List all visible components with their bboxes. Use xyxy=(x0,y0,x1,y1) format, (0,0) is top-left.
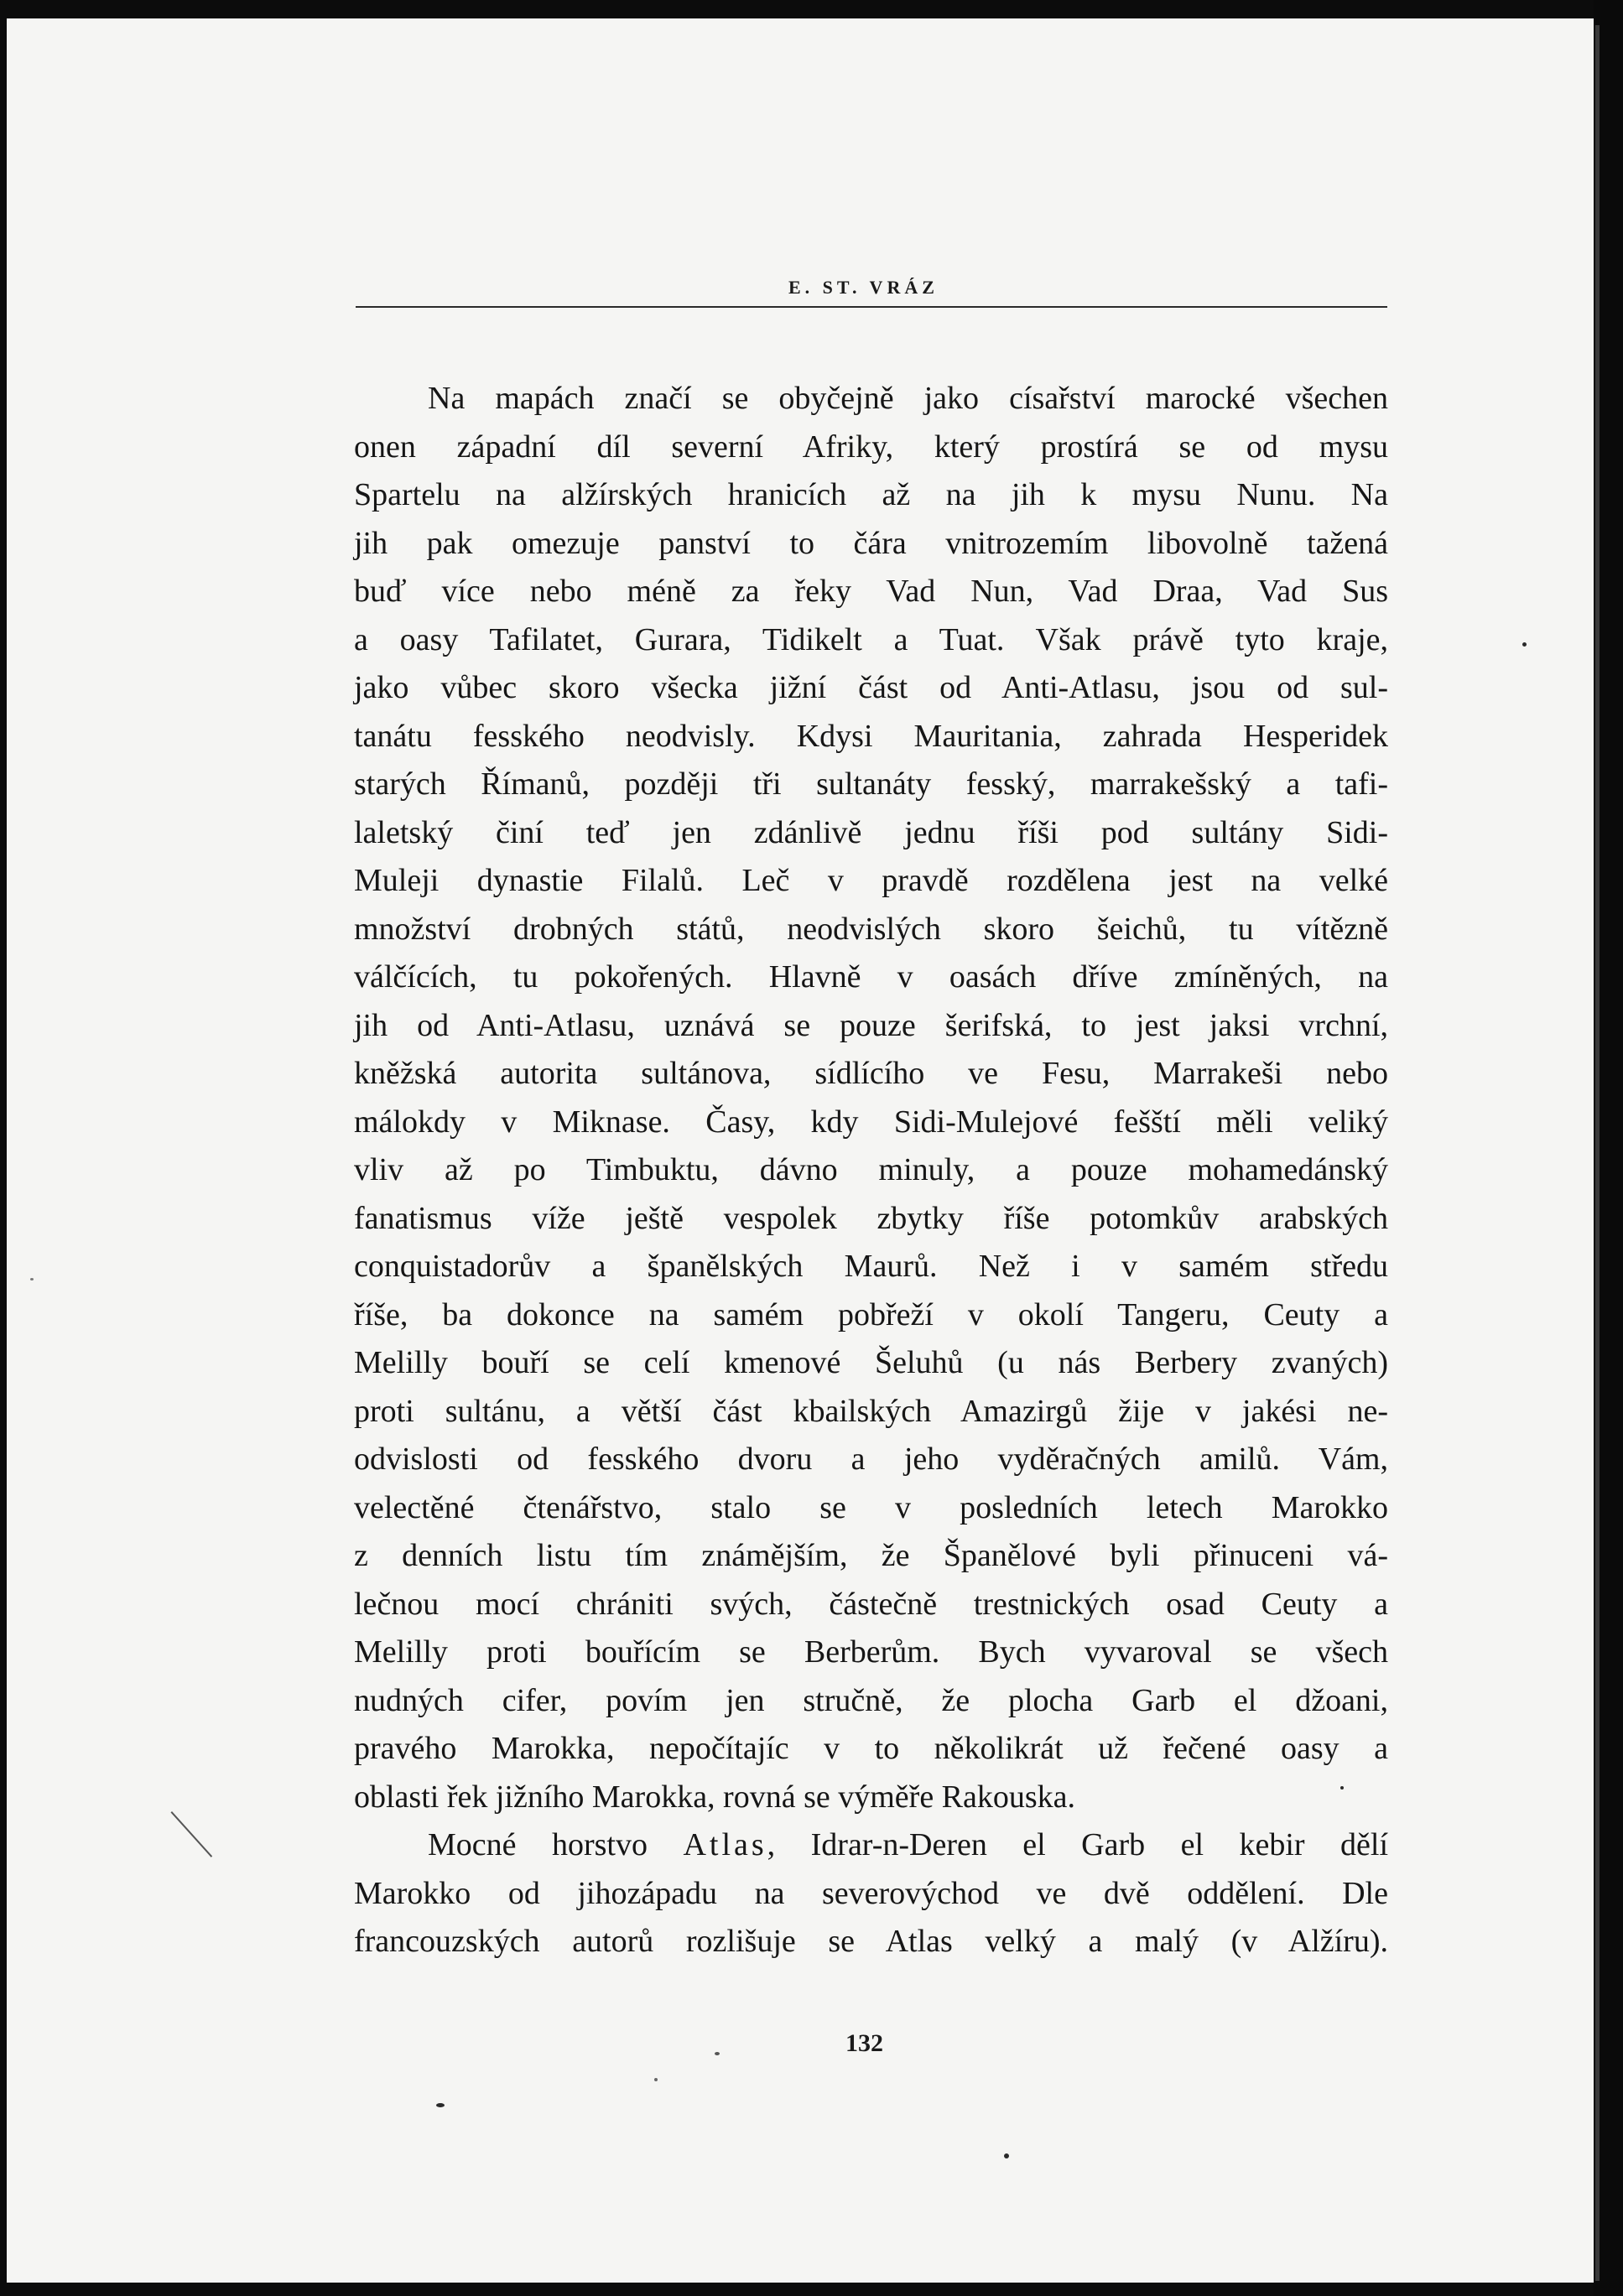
text-line: množství drobných států, neodvislých skoro šeichů, tu vítězně xyxy=(354,912,1388,947)
text-line: kněžská autorita sultánova, sídlícího ve Fesu, Marrakeši nebo xyxy=(354,1056,1388,1091)
text-line: francouzských autorů rozlišuje se Atlas velký a malý (v Alžíru). xyxy=(354,1924,1388,1959)
text-line: Melilly proti bouřícím se Berberům. Bych vyvaroval se všech xyxy=(354,1634,1388,1670)
text-line: buď více nebo méně za řeky Vad Nun, Vad Draa, Vad Sus xyxy=(354,574,1388,609)
header-rule xyxy=(356,306,1387,308)
text-line: říše, ba dokonce na samém pobřeží v okolí Tangeru, Ceuty a xyxy=(354,1297,1388,1332)
scan-speck xyxy=(1522,642,1527,647)
text-line: málokdy v Miknase. Časy, kdy Sidi-Mulejové fešští měli veliký xyxy=(354,1104,1388,1140)
text-line: laletský činí teď jen zdánlivě jednu říši pod sultány Sidi- xyxy=(354,815,1388,850)
text-line: Na mapách značí se obyčejně jako císařství marocké všechen xyxy=(428,381,1388,416)
text-line: conquistadorův a španělských Maurů. Než i v samém středu xyxy=(354,1249,1388,1284)
scan-speck xyxy=(436,2103,445,2107)
emphasized-term: Atlas xyxy=(683,1827,767,1862)
text-line: proti sultánu, a větší část kbailských Amazirgů žije v jakési ne- xyxy=(354,1394,1388,1429)
scan-speck xyxy=(654,2078,658,2081)
text-line: pravého Marokka, nepočítajíc v to několikrát už řečené oasy a xyxy=(354,1731,1388,1766)
scan-edge-shadow xyxy=(1595,25,1600,2281)
text-line: odvislosti od fesského dvoru a jeho vyděračných amilů. Vám, xyxy=(354,1441,1388,1477)
text-line: válčících, tu pokořených. Hlavně v oasách dříve zmíněných, na xyxy=(354,959,1388,995)
text-line: jih od Anti-Atlasu, uznává se pouze šerifská, to jest jaksi vrchní, xyxy=(354,1008,1388,1043)
page-number: 132 xyxy=(845,2029,883,2057)
text-line: a oasy Tafilatet, Gurara, Tidikelt a Tuat. Však právě tyto kraje, xyxy=(354,622,1388,657)
text-line: nudných cifer, povím jen stručně, že plocha Garb el džoani, xyxy=(354,1683,1388,1718)
scan-speck xyxy=(715,2052,720,2055)
text-line: tanátu fesského neodvisly. Kdysi Mauritania, zahrada Hesperidek xyxy=(354,719,1388,754)
text-line: z denních listu tím známějším, že Španělové byli přinuceni vá- xyxy=(354,1538,1388,1573)
scan-speck xyxy=(1004,2153,1009,2158)
text-line: starých Římanů, později tři sultanáty fesský, marrakešský a tafi- xyxy=(354,766,1388,802)
scan-speck xyxy=(30,1278,34,1280)
text-line: jako vůbec skoro všecka jižní část od Anti-Atlasu, jsou od sul- xyxy=(354,670,1388,705)
text-line: onen západní díl severní Afriky, který prostírá se od mysu xyxy=(354,429,1388,465)
text-line: Marokko od jihozápadu na severovýchod ve dvě oddělení. Dle xyxy=(354,1876,1388,1911)
text-line: fanatismus víže ještě vespolek zbytky říše potomkův arabských xyxy=(354,1201,1388,1236)
text-line: velectěné čtenářstvo, stalo se v posledních letech Marokko xyxy=(354,1490,1388,1525)
text-span: Mocné horstvo xyxy=(428,1827,684,1862)
text-line: jih pak omezuje panství to čára vnitrozemím libovolně tažená xyxy=(354,526,1388,561)
text-line: Spartelu na alžírských hranicích až na jih k mysu Nunu. Na xyxy=(354,477,1388,512)
text-line: lečnou mocí chrániti svých, částečně trestnických osad Ceuty a xyxy=(354,1587,1388,1622)
scan-speck xyxy=(1340,1786,1344,1790)
text-line: Melilly bouří se celí kmenové Šeluhů (u nás Berbery zvaných) xyxy=(354,1345,1388,1380)
text-line xyxy=(428,1825,1388,1865)
text-line: vliv až po Timbuktu, dávno minuly, a pouze mohamedánský xyxy=(354,1152,1388,1187)
text-span: , Idrar-n-Deren el Garb el kebir dělí xyxy=(767,1827,1389,1862)
text-line: Muleji dynastie Filalů. Leč v pravdě rozdělena jest na velké xyxy=(354,863,1388,898)
text-line: oblasti řek jižního Marokka, rovná se výměře Rakouska. xyxy=(354,1779,1076,1815)
running-head: E. ST. VRÁZ xyxy=(788,277,939,298)
